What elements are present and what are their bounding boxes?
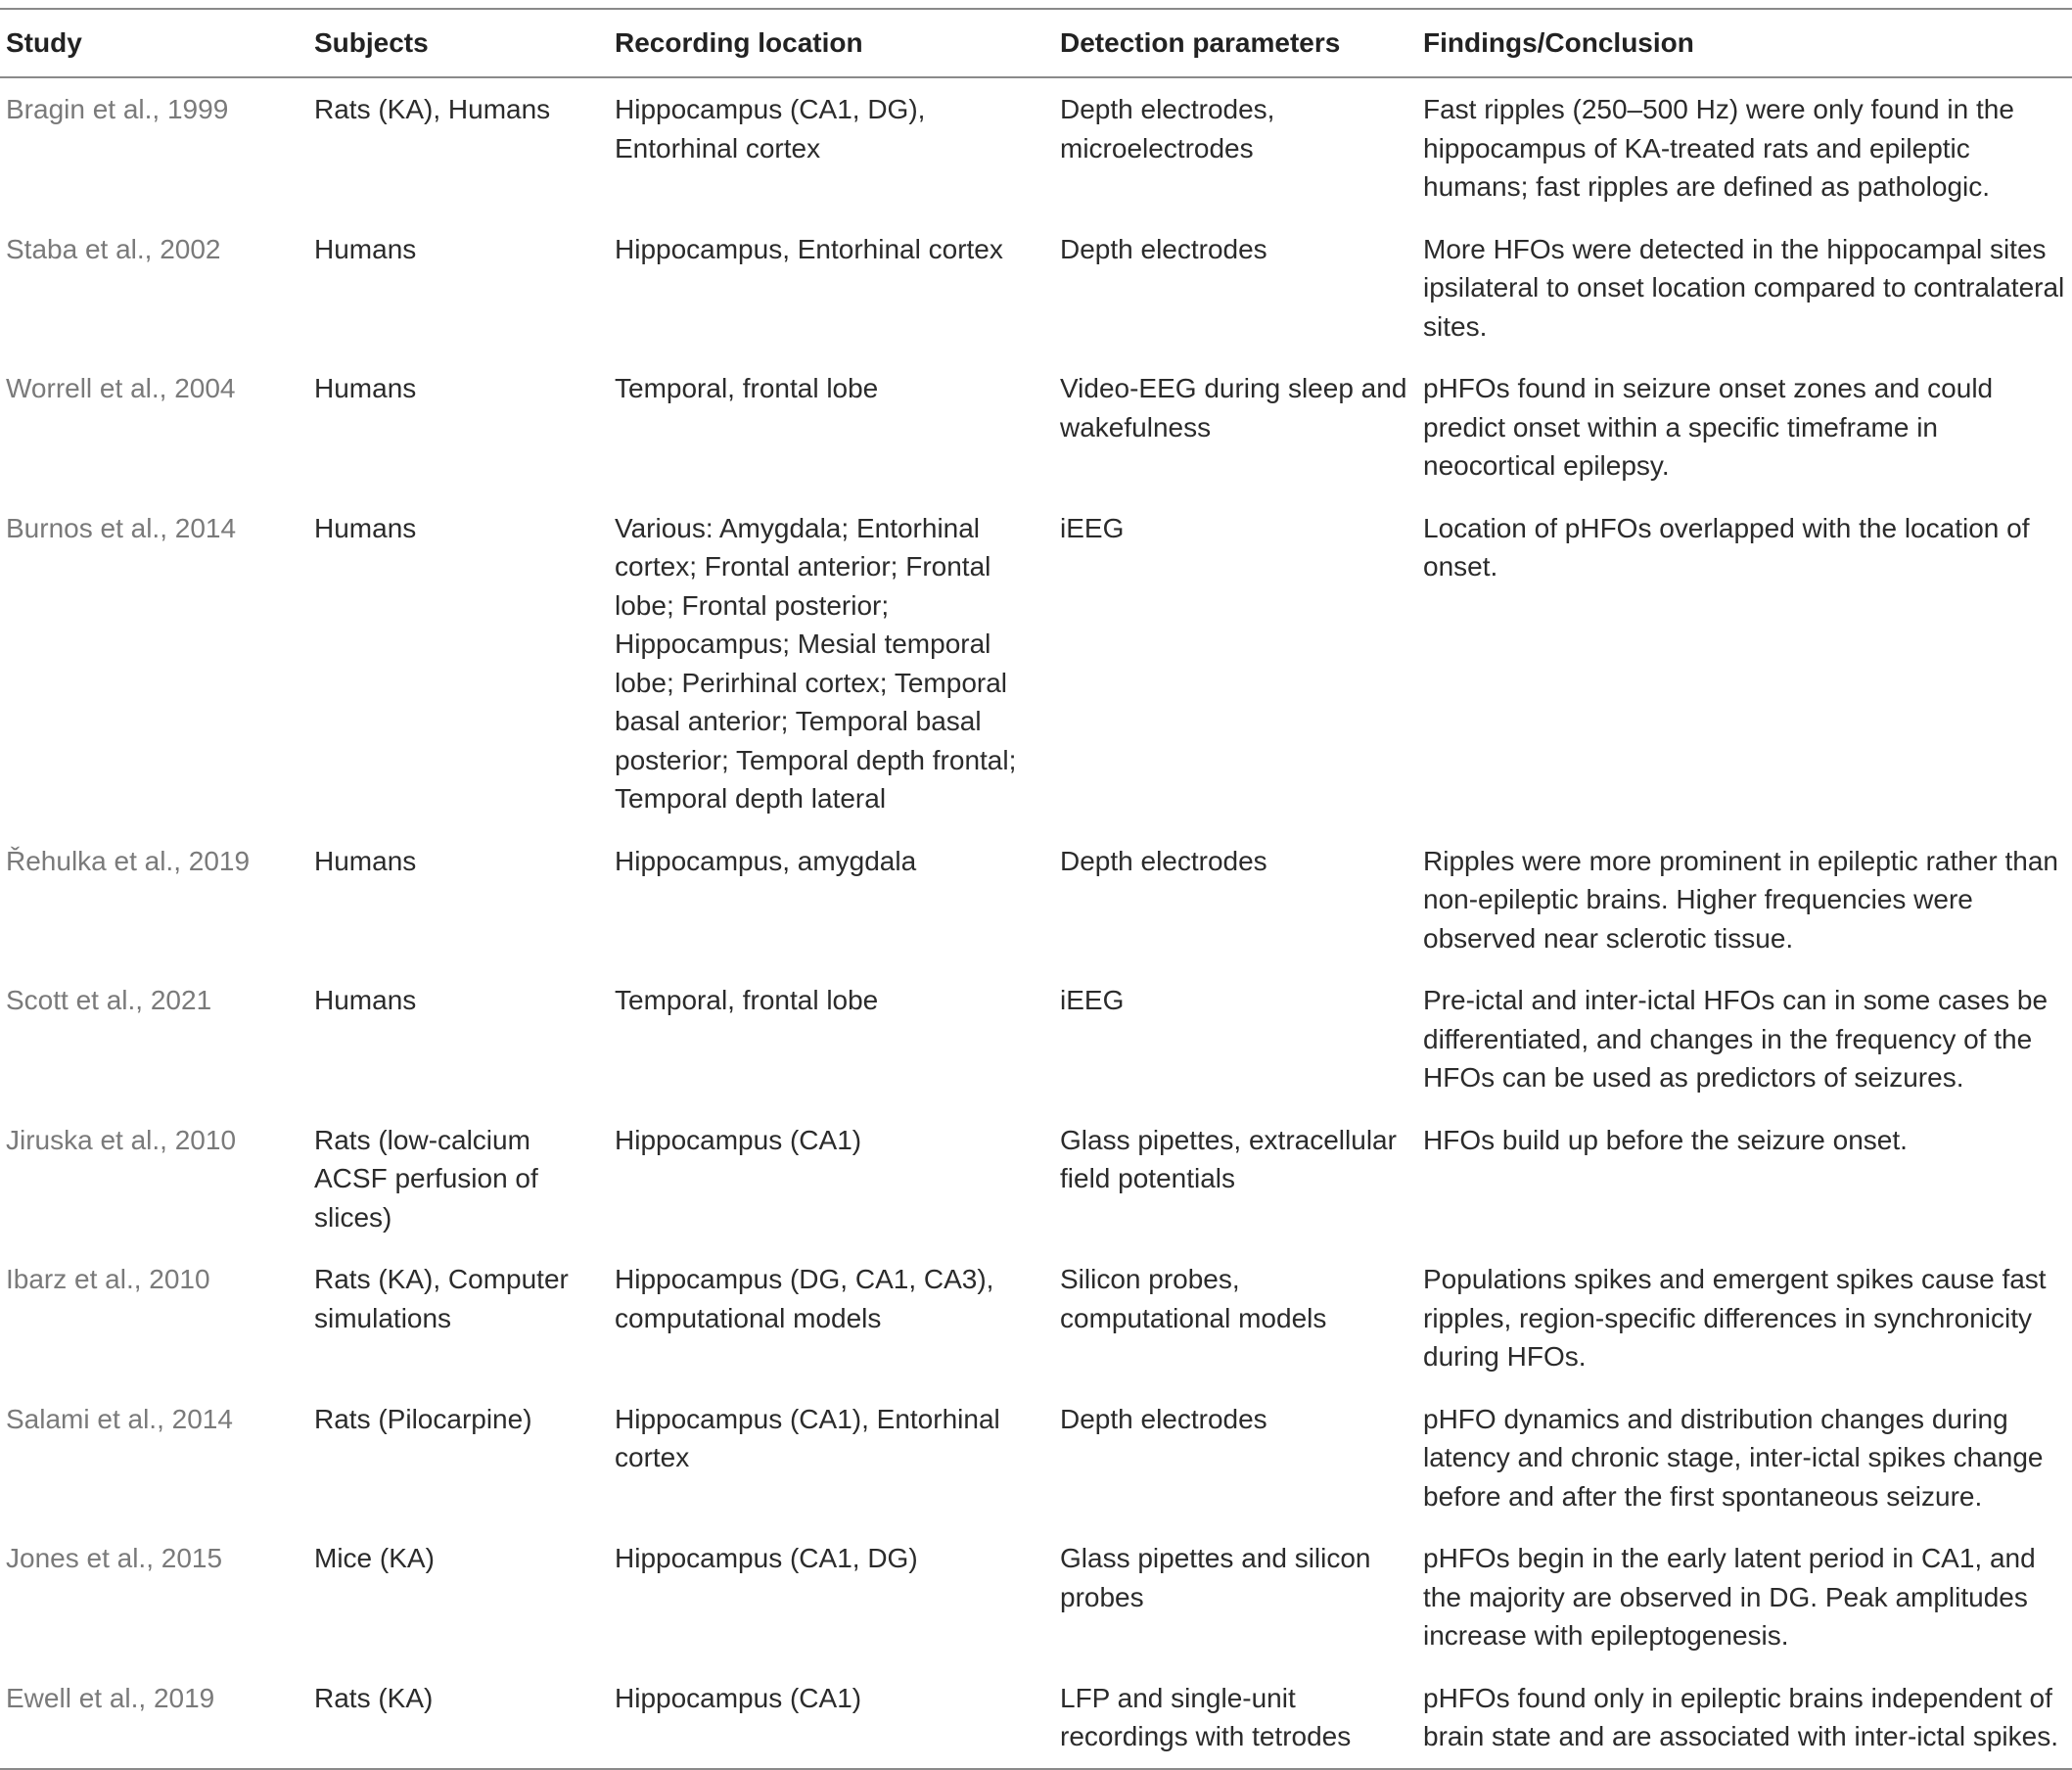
table-row (0, 1109, 2072, 1249)
cell-detection-parameters: Depth electrodes (1060, 845, 1267, 876)
cell-recording-location: Hippocampus (CA1, DG) (615, 1543, 918, 1573)
header-recording-location: Recording location (615, 27, 863, 59)
cell-study: Bragin et al., 1999 (6, 94, 229, 124)
cell-detection-parameters: LFP and single-unit recordings with tetrodes (1060, 1682, 1352, 1751)
table-row (0, 357, 2072, 497)
cell-study: Řehulka et al., 2019 (6, 845, 251, 876)
cell-detection-parameters: Glass pipettes and silicon probes (1060, 1543, 1371, 1612)
cell-study: Jiruska et al., 2010 (6, 1124, 237, 1155)
cell-findings: HFOs build up before the seizure onset. (1423, 1124, 1908, 1155)
cell-findings: Fast ripples (250–500 Hz) were only found in the hippocampus of KA-treated rats and epileptic humans; fast ripples are defined as pathologic. (1423, 94, 2014, 202)
table-row (0, 218, 2072, 358)
table-row (0, 969, 2072, 1109)
cell-detection-parameters: Silicon probes, computational models (1060, 1264, 1327, 1333)
table-row (0, 1667, 2072, 1769)
cell-study: Staba et al., 2002 (6, 233, 221, 264)
cell-findings: pHFOs begin in the early latent period in CA1, and the majority are observed in DG. Peak amplitudes increase with epileptogenesis. (1423, 1543, 2036, 1651)
header-findings: Findings/Conclusion (1423, 27, 1694, 59)
cell-recording-location: Hippocampus, Entorhinal cortex (615, 233, 1003, 264)
cell-detection-parameters: iEEG (1060, 512, 1125, 543)
table-row (0, 497, 2072, 830)
cell-subjects: Humans (314, 845, 417, 876)
cell-recording-location: Various: Amygdala; Entorhinal cortex; Frontal anterior; Frontal lobe; Frontal posterior; Hippocampus; Mesial temporal lobe; Perirhinal cortex; Temporal basal anterior; Temporal basal posterior; Temporal depth frontal; Temporal depth lateral (615, 512, 1017, 814)
table-row (0, 830, 2072, 970)
cell-recording-location: Hippocampus (CA1) (615, 1682, 862, 1713)
table-row (0, 77, 2072, 218)
cell-subjects: Humans (314, 373, 417, 403)
cell-study: Scott et al., 2021 (6, 985, 212, 1015)
cell-findings: More HFOs were detected in the hippocampal sites ipsilateral to onset location compared to contralateral sites. (1423, 233, 2065, 342)
cell-study: Burnos et al., 2014 (6, 512, 237, 543)
cell-subjects: Mice (KA) (314, 1543, 435, 1573)
cell-subjects: Rats (KA), Humans (314, 94, 551, 124)
cell-findings: Ripples were more prominent in epileptic rather than non-epileptic brains. Higher frequencies were observed near sclerotic tissue. (1423, 845, 2058, 954)
cell-findings: Populations spikes and emergent spikes cause fast ripples, region-specific differences in synchronicity during HFOs. (1423, 1264, 2047, 1372)
table-row (0, 1527, 2072, 1667)
cell-findings: pHFOs found in seizure onset zones and could predict onset within a specific timeframe in neocortical epilepsy. (1423, 373, 1994, 481)
header-subjects: Subjects (314, 27, 429, 59)
cell-subjects: Humans (314, 233, 417, 264)
table-header-row (0, 9, 2072, 77)
cell-subjects: Rats (KA), Computer simulations (314, 1264, 569, 1333)
cell-recording-location: Hippocampus (CA1), Entorhinal cortex (615, 1403, 1000, 1472)
cell-recording-location: Temporal, frontal lobe (615, 373, 879, 403)
header-study: Study (6, 27, 82, 59)
table-body (0, 77, 2072, 1769)
cell-study: Ibarz et al., 2010 (6, 1264, 210, 1294)
cell-detection-parameters: Glass pipettes, extracellular field potentials (1060, 1124, 1397, 1193)
cell-recording-location: Hippocampus (CA1, DG), Entorhinal cortex (615, 94, 926, 163)
cell-study: Jones et al., 2015 (6, 1543, 223, 1573)
header-detection-parameters: Detection parameters (1060, 27, 1341, 59)
cell-subjects: Rats (Pilocarpine) (314, 1403, 532, 1434)
cell-findings: pHFO dynamics and distribution changes during latency and chronic stage, inter-ictal spikes change before and after the first spontaneous seizure. (1423, 1403, 2044, 1512)
cell-detection-parameters: Depth electrodes (1060, 1403, 1267, 1434)
cell-detection-parameters: Depth electrodes, microelectrodes (1060, 94, 1275, 163)
cell-recording-location: Temporal, frontal lobe (615, 985, 879, 1015)
cell-study: Worrell et al., 2004 (6, 373, 236, 403)
cell-recording-location: Hippocampus (CA1) (615, 1124, 862, 1155)
cell-study: Salami et al., 2014 (6, 1403, 233, 1434)
table-row (0, 1248, 2072, 1388)
cell-findings: Pre-ictal and inter-ictal HFOs can in some cases be differentiated, and changes in the frequency of the HFOs can be used as predictors of seizures. (1423, 985, 2049, 1093)
cell-detection-parameters: Video-EEG during sleep and wakefulness (1060, 373, 1407, 442)
cell-findings: pHFOs found only in epileptic brains independent of brain state and are associated with inter-ictal spikes. (1423, 1682, 2058, 1751)
cell-subjects: Rats (low-calcium ACSF perfusion of slices) (314, 1124, 538, 1233)
cell-detection-parameters: iEEG (1060, 985, 1125, 1015)
cell-subjects: Humans (314, 985, 417, 1015)
table-row (0, 1388, 2072, 1528)
cell-recording-location: Hippocampus, amygdala (615, 845, 917, 876)
studies-table (0, 8, 2072, 1770)
cell-findings: Location of pHFOs overlapped with the location of onset. (1423, 512, 2030, 582)
cell-recording-location: Hippocampus (DG, CA1, CA3), computational models (615, 1264, 994, 1333)
cell-subjects: Humans (314, 512, 417, 543)
cell-subjects: Rats (KA) (314, 1682, 434, 1713)
table-header (0, 9, 2072, 77)
cell-study: Ewell et al., 2019 (6, 1682, 215, 1713)
cell-detection-parameters: Depth electrodes (1060, 233, 1267, 264)
